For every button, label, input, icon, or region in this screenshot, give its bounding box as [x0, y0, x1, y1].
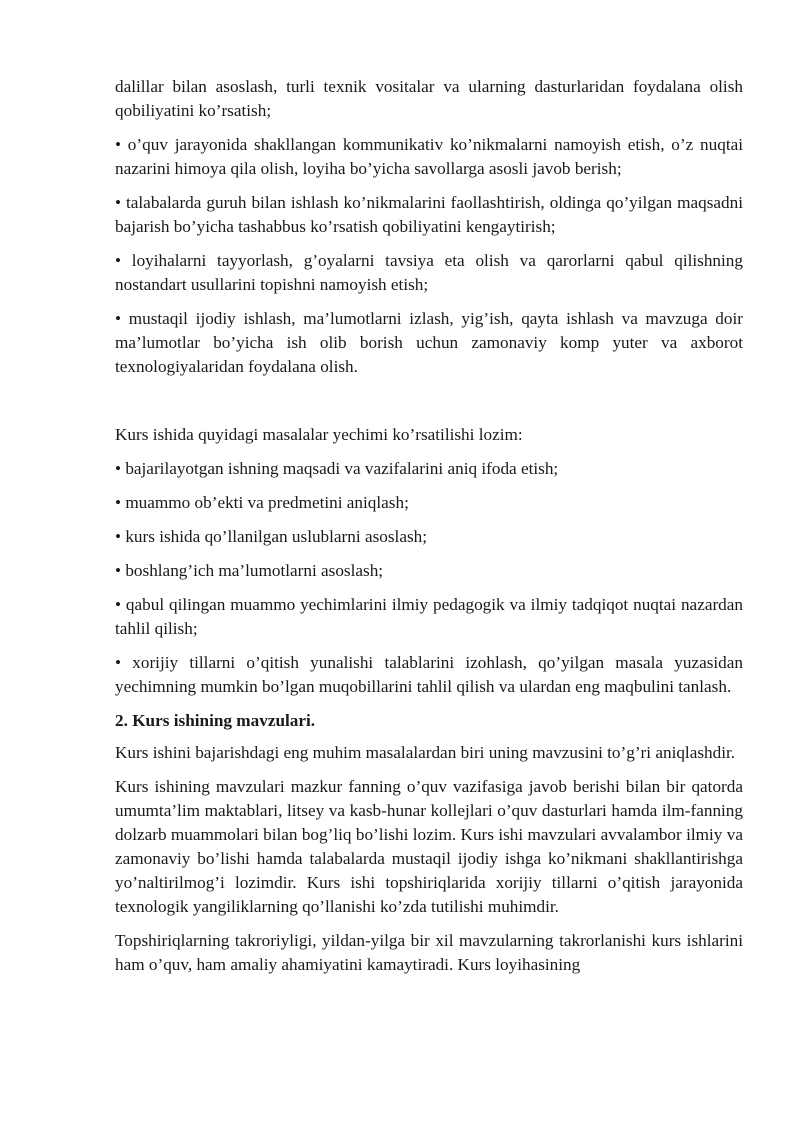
intro-bullet: • talabalarda guruh bilan ishlash ko’nikmalarini faollashtirish, oldinga qo’yilgan maqsadni bajarish bo’yicha tashabbus ko’rsatish qobiliyatini kengaytirish; — [115, 193, 743, 236]
task-item: • xorijiy tillarni o’qitish yunalishi talablarini izohlash, qo’yilgan masala yuzasidan yechimning mumkin bo’lgan muqobillarini tahlil qilish va ulardan eng maqbulini tanlash. — [115, 653, 743, 696]
task-item: • qabul qilingan muammo yechimlarini ilmiy pedagogik va ilmiy tadqiqot nuqtai nazardan tahlil qilish; — [115, 595, 743, 638]
document-page — [115, 75, 743, 987]
intro-bullet: • loyihalarni tayyorlash, g’oyalarni tavsiya eta olish va qarorlarni qabul qilishning nostandart usullarini topishni namoyish etish; — [115, 251, 743, 294]
spacer — [115, 389, 743, 423]
intro-paragraph: dalillar bilan asoslash, turli texnik vositalar va ularning dasturlaridan foydalana olish qobiliyatini ko’rsatish; — [115, 77, 743, 120]
task-item: • muammo ob’ekti va predmetini aniqlash; — [115, 493, 409, 512]
task-item: • kurs ishida qo’llanilgan uslublarni asoslash; — [115, 527, 428, 546]
section-paragraph: Kurs ishini bajarishdagi eng muhim masalalardan biri uning mavzusini to’g’ri aniqlashdir. — [115, 743, 736, 762]
section-paragraph: Topshiriqlarning takroriyligi, yildan-yilga bir xil mavzularning takrorlanishi kurs ishlarini ham o’quv, ham amaliy ahamiyatini kamaytiradi. Kurs loyihasining — [115, 931, 743, 974]
intro-bullet: • mustaqil ijodiy ishlash, ma’lumotlarni izlash, yig’ish, qayta ishlash va mavzuga doir ma’lumotlar bo’yicha ish olib borish uchun zamonaviy komp yuter va axborot texnologiyalaridan foydalana olish. — [115, 309, 743, 376]
task-item: • bajarilayotgan ishning maqsadi va vazifalarini aniq ifoda etish; — [115, 459, 559, 478]
tasks-intro: Kurs ishida quyidagi masalalar yechimi ko’rsatilishi lozim: — [115, 425, 523, 444]
section-heading: 2. Kurs ishining mavzulari. — [115, 711, 316, 730]
section-paragraph: Kurs ishining mavzulari mazkur fanning o’quv vazifasiga javob berishi bilan bir qatorda umumta’lim maktablari, litsey va kasb-hunar kollejlari o’quv dasturlari hamda ilm-fanning dolzarb muammolari bilan bog’liq bo’lishi lozim. Kurs ishi mavzulari avvalambor ilmiy va zamonaviy bo’lishi hamda talabalarda mustaqil ijodiy ishga ko’nikmani shakllantirishga yo’naltirilmog’i lozimdir. Kurs ishi topshiriqlarida xorijiy tillarni o’qitish jarayonida texnologik yangiliklarning qo’llanishi ko’zda tutilishi muhimdir. — [115, 777, 743, 916]
task-item: • boshlang’ich ma’lumotlarni asoslash; — [115, 561, 384, 580]
intro-bullet: • o’quv jarayonida shakllangan kommunikativ ko’nikmalarni namoyish etish, o’z nuqtai nazarini himoya qila olish, loyiha bo’yicha savollarga asosli javob berish; — [115, 135, 743, 178]
